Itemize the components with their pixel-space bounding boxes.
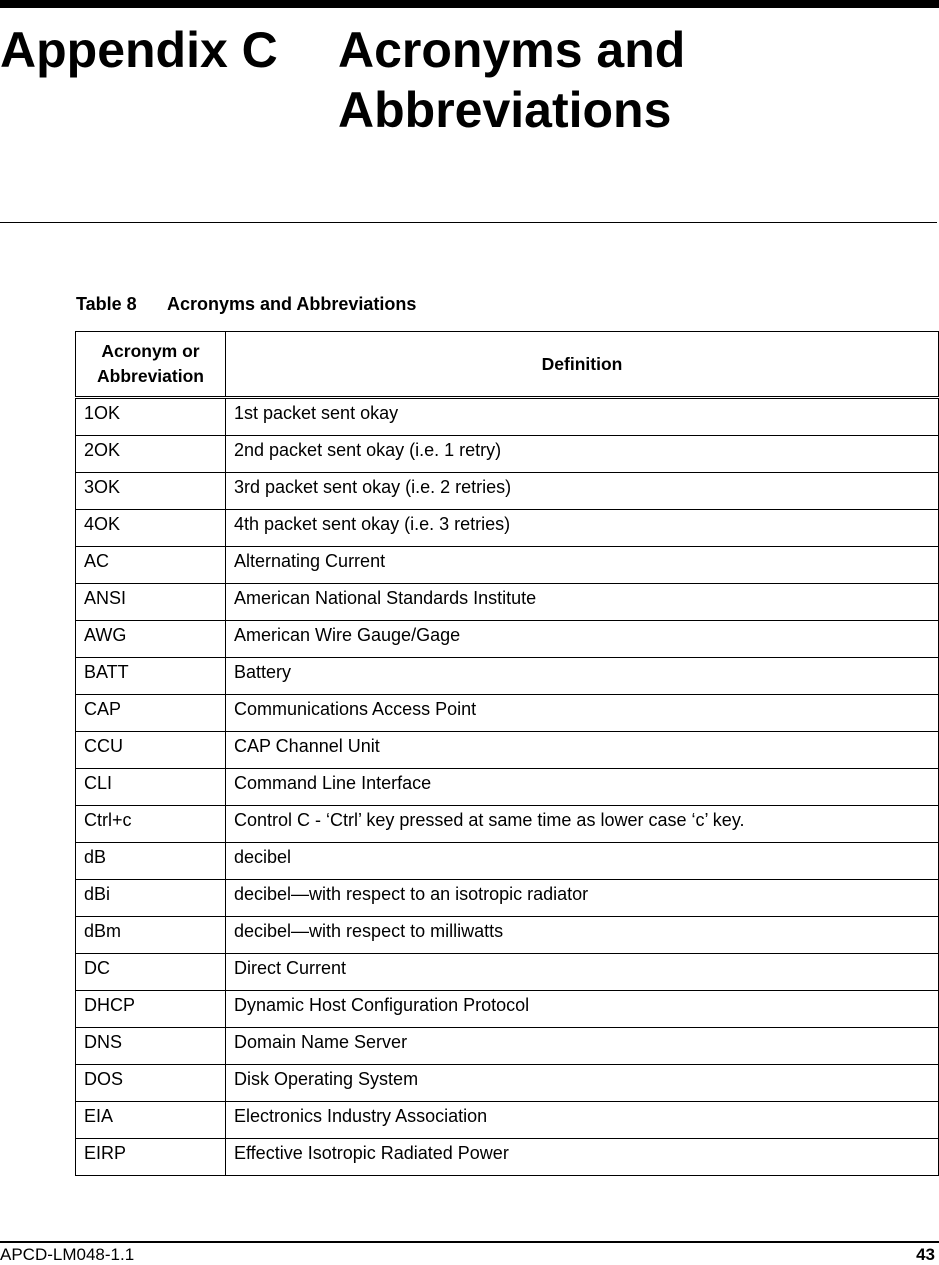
header-acronym-line1: Acronym or <box>101 341 200 361</box>
footer-page-number: 43 <box>916 1245 935 1264</box>
header-acronym-line2: Abbreviation <box>97 366 204 386</box>
chapter-name <box>338 20 685 140</box>
table-row <box>76 843 939 880</box>
table-row <box>76 1102 939 1139</box>
acronym-cell: ANSI <box>76 584 226 621</box>
acronym-cell: Ctrl+c <box>76 806 226 843</box>
definition-cell: 4th packet sent okay (i.e. 3 retries) <box>226 510 939 547</box>
definition-cell: Control C - ‘Ctrl’ key pressed at same time as lower case ‘c’ key. <box>226 806 939 843</box>
table-caption <box>76 293 416 315</box>
table-row <box>76 584 939 621</box>
definition-cell: Battery <box>226 658 939 695</box>
table-caption-number: Table 8 <box>76 294 137 314</box>
table-row <box>76 806 939 843</box>
table-row <box>76 880 939 917</box>
definition-cell: decibel <box>226 843 939 880</box>
acronym-cell: DNS <box>76 1028 226 1065</box>
table-caption-title: Acronyms and Abbreviations <box>167 294 417 314</box>
table-row <box>76 991 939 1028</box>
table-row <box>76 769 939 806</box>
acronym-cell: EIA <box>76 1102 226 1139</box>
definition-cell: Disk Operating System <box>226 1065 939 1102</box>
definition-cell: 1st packet sent okay <box>226 398 939 436</box>
acronym-cell: DOS <box>76 1065 226 1102</box>
definition-cell: CAP Channel Unit <box>226 732 939 769</box>
table-header-row <box>76 332 939 398</box>
acronym-cell: BATT <box>76 658 226 695</box>
table-row <box>76 732 939 769</box>
acronym-cell: dBm <box>76 917 226 954</box>
definition-cell: Domain Name Server <box>226 1028 939 1065</box>
definition-cell: Electronics Industry Association <box>226 1102 939 1139</box>
header-definition: Definition <box>226 332 939 398</box>
header-acronym <box>76 332 226 398</box>
table-row <box>76 1065 939 1102</box>
definition-cell: Alternating Current <box>226 547 939 584</box>
definition-cell: Command Line Interface <box>226 769 939 806</box>
table-row <box>76 621 939 658</box>
table-row <box>76 917 939 954</box>
table-body <box>76 398 939 1176</box>
table-row <box>76 510 939 547</box>
acronym-cell: AC <box>76 547 226 584</box>
chapter-name-line1: Acronyms and <box>338 22 686 78</box>
acronym-cell: DC <box>76 954 226 991</box>
definition-cell: decibel—with respect to an isotropic radiator <box>226 880 939 917</box>
acronym-cell: 3OK <box>76 473 226 510</box>
acronym-cell: CAP <box>76 695 226 732</box>
definition-cell: Effective Isotropic Radiated Power <box>226 1139 939 1176</box>
footer-rule <box>0 1241 939 1243</box>
definition-cell: 2nd packet sent okay (i.e. 1 retry) <box>226 436 939 473</box>
top-rule <box>0 0 939 8</box>
table-row <box>76 547 939 584</box>
chapter-title <box>0 20 939 150</box>
chapter-name-line2: Abbreviations <box>338 82 672 138</box>
definition-cell: Dynamic Host Configuration Protocol <box>226 991 939 1028</box>
table-row <box>76 658 939 695</box>
table-row <box>76 473 939 510</box>
acronym-cell: EIRP <box>76 1139 226 1176</box>
definition-cell: Direct Current <box>226 954 939 991</box>
footer-doc-id: APCD-LM048-1.1 <box>0 1245 135 1264</box>
table-row <box>76 954 939 991</box>
acronym-cell: 2OK <box>76 436 226 473</box>
acronym-cell: dB <box>76 843 226 880</box>
chapter-label: Appendix C <box>0 22 278 78</box>
acronym-cell: DHCP <box>76 991 226 1028</box>
acronym-cell: CCU <box>76 732 226 769</box>
definition-cell: 3rd packet sent okay (i.e. 2 retries) <box>226 473 939 510</box>
table-row <box>76 1028 939 1065</box>
acronym-cell: CLI <box>76 769 226 806</box>
definition-cell: decibel—with respect to milliwatts <box>226 917 939 954</box>
acronyms-table <box>75 331 939 1176</box>
table-row <box>76 398 939 436</box>
table-row <box>76 1139 939 1176</box>
table-row <box>76 436 939 473</box>
acronym-cell: 4OK <box>76 510 226 547</box>
table-row <box>76 695 939 732</box>
title-rule <box>0 222 937 223</box>
definition-cell: Communications Access Point <box>226 695 939 732</box>
definition-cell: American Wire Gauge/Gage <box>226 621 939 658</box>
acronym-cell: 1OK <box>76 398 226 436</box>
definition-cell: American National Standards Institute <box>226 584 939 621</box>
acronym-cell: AWG <box>76 621 226 658</box>
acronym-cell: dBi <box>76 880 226 917</box>
